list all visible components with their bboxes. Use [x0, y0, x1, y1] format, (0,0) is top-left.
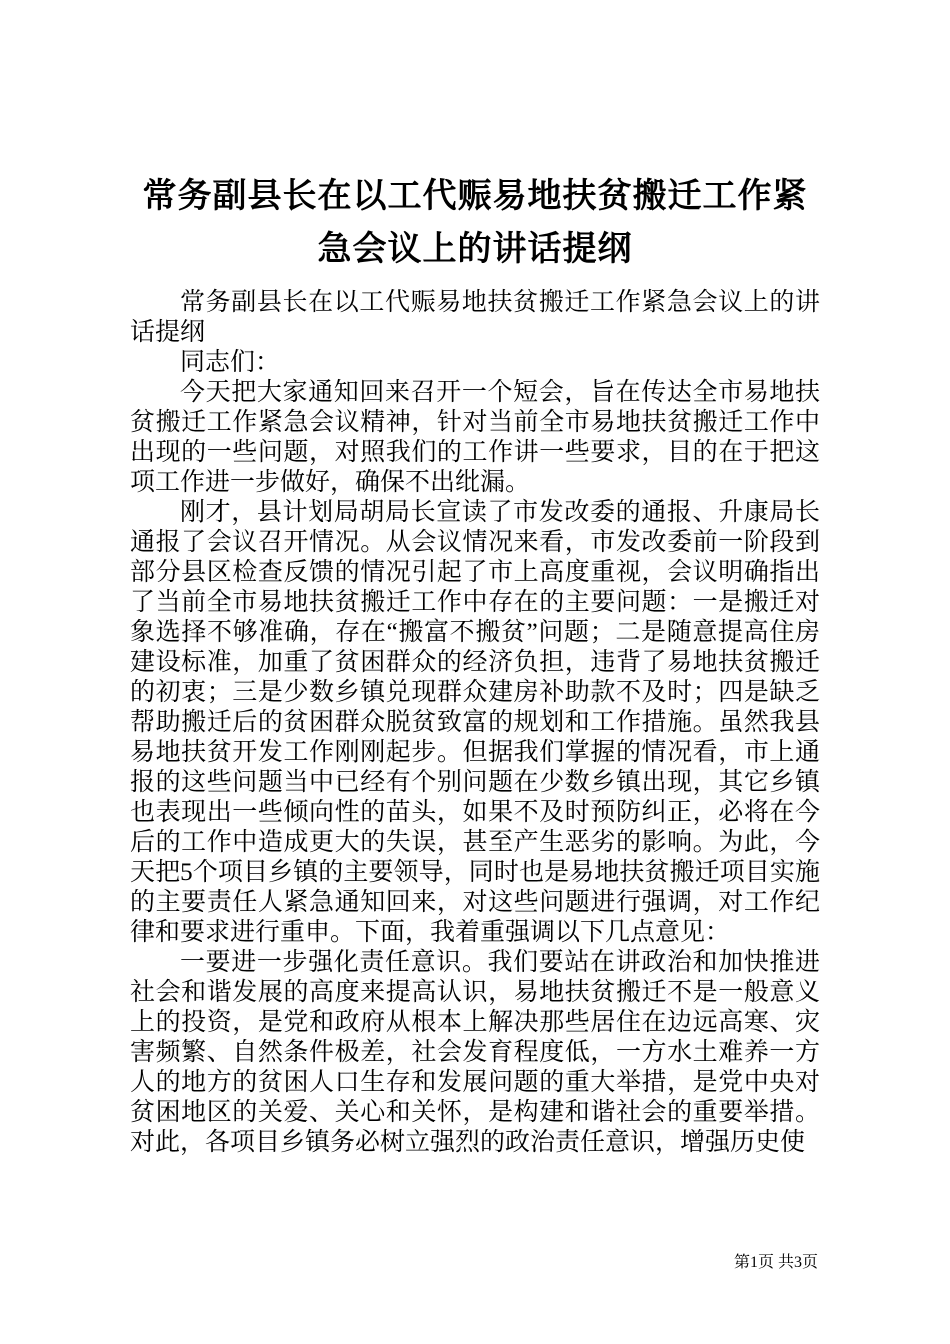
- page-footer: [734, 1249, 818, 1272]
- document-body: [130, 288, 820, 1158]
- document-title: 常务副县长在以工代赈易地扶贫搬迁工作紧急会议上的讲话提纲: [142, 178, 808, 268]
- paragraph-title-repeat: 常务副县长在以工代赈易地扶贫搬迁工作紧急会议上的讲话提纲: [130, 289, 820, 346]
- paragraph-salutation: 同志们：: [180, 349, 281, 376]
- paragraph-meeting-report: 刚才，县计划局胡局长宣读了市发改委的通报、升康局长通报了会议召开情况。从会议情况来看，市发改委前一阶段到部分县区检查反馈的情况引起了市上高度重视，会议明确指出了当前全市易地扶贫搬迁工作中存在的主要问题：一是搬迁对象选择不够准确，存在“搬富不搬贫”问题；二是随意提高住房建设标准，加重了贫困群众的经济负担，违背了易地扶贫搬迁的初衷；三是少数乡镇兑现群众建房补助款不及时；四是缺乏帮助搬迁后的贫困群众脱贫致富的规划和工作措施。虽然我县易地扶贫开发工作刚刚起步。但据我们掌握的情况看，市上通报的这些问题当中已经有个别问题在少数乡镇出现，其它乡镇也表现出一些倾向性的苗头，如果不及时预防纠正，必将在今后的工作中造成更大的失误，甚至产生恶劣的影响。为此，今天把5个项目乡镇的主要领导，同时也是易地扶贫搬迁项目实施的主要责任人紧急通知回来，对这些问题进行强调，对工作纪律和要求进行重申。下面，我着重强调以下几点意见：: [130, 499, 820, 946]
- paragraph-intro: 今天把大家通知回来召开一个短会，旨在传达全市易地扶贫搬迁工作紧急会议精神，针对当前全市易地扶贫搬迁工作中出现的一些问题，对照我们的工作讲一些要求，目的在于把这项工作进一步做好，确保不出纰漏。: [130, 379, 820, 496]
- paragraph-point-one: 一要进一步强化责任意识。我们要站在讲政治和加快推进社会和谐发展的高度来提高认识，易地扶贫搬迁不是一般意义上的投资，是党和政府从根本上解决那些居住在边远高寒、灾害频繁、自然条件极差，社会发育程度低，一方水土难养一方人的地方的贫困人口生存和发展问题的重大举措，是党中央对贫困地区的关爱、关心和关怀，是构建和谐社会的重要举措。对此，各项目乡镇务必树立强烈的政治责任意识，增强历史使: [130, 949, 820, 1156]
- page-number-label: 第1页 共3页: [733, 1254, 818, 1271]
